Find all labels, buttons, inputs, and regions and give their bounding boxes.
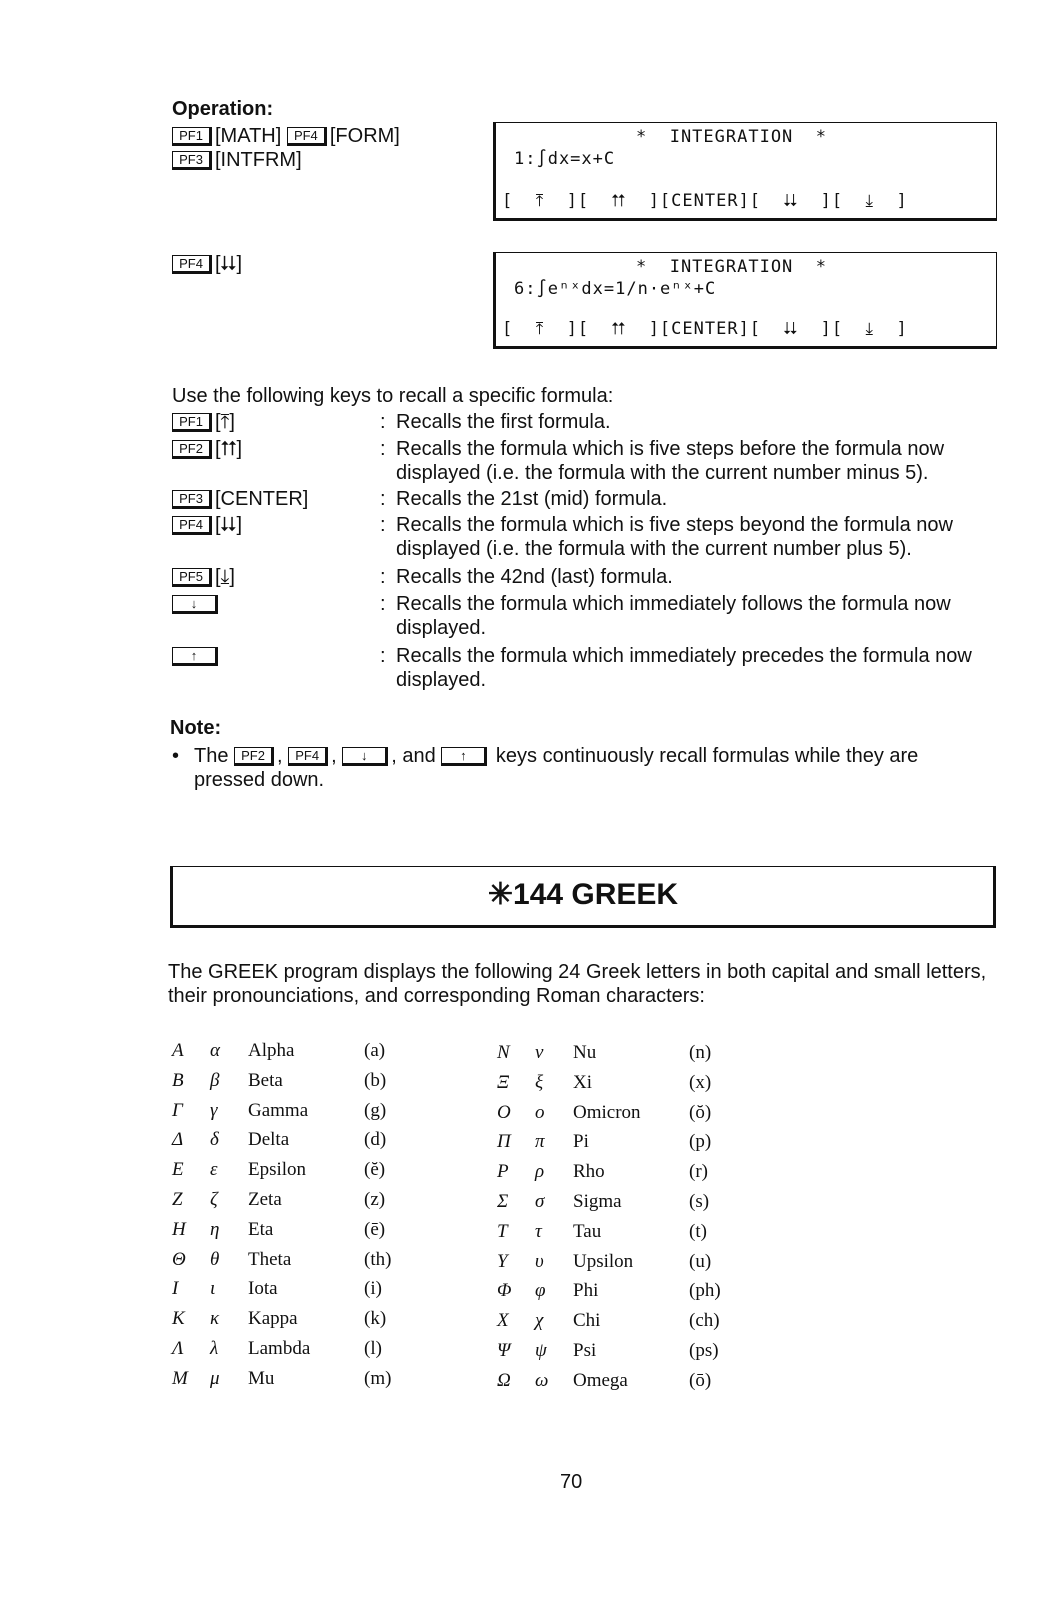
comma: ,: [331, 745, 337, 767]
roman-equivalent: (ĕ): [364, 1159, 386, 1181]
roman-equivalent: (ph): [689, 1280, 721, 1302]
recall-description: Recalls the first formula.: [396, 411, 611, 433]
greek-letter-row: [172, 1070, 452, 1100]
greek-capital: X: [497, 1310, 509, 1332]
pf1-key: PF1: [172, 413, 212, 432]
pf1-key: PF1: [172, 127, 212, 146]
greek-name: Sigma: [573, 1191, 622, 1212]
roman-equivalent: (z): [364, 1189, 386, 1210]
greek-name: Chi: [573, 1310, 601, 1332]
greek-letter-row: [172, 1219, 452, 1249]
roman-equivalent: (t): [689, 1220, 707, 1242]
greek-letter-row: [172, 1159, 452, 1189]
roman-equivalent: (ŏ): [689, 1101, 712, 1123]
greek-small: λ: [210, 1338, 219, 1359]
greek-capital: Ξ: [497, 1071, 510, 1093]
pf3-key: PF3: [172, 490, 212, 509]
greek-letter-row: [497, 1042, 777, 1072]
greek-small: φ: [535, 1280, 546, 1302]
recall-description: Recalls the formula which is five steps before the formula now displayed (i.e. the formula with the current number minus 5).: [396, 438, 945, 484]
operation-line-1: [172, 124, 400, 148]
greek-name: Eta: [248, 1218, 274, 1240]
greek-name: Tau: [573, 1220, 602, 1242]
greek-capital: Γ: [172, 1099, 183, 1121]
pf4-key: PF4: [288, 747, 328, 766]
greek-name: Delta: [248, 1129, 290, 1151]
greek-small: δ: [210, 1129, 219, 1151]
colon: :: [380, 645, 386, 667]
greek-small: ο: [535, 1101, 545, 1123]
greek-small: ζ: [210, 1189, 218, 1210]
note-heading: Note:: [170, 717, 222, 739]
note-text: [194, 744, 994, 792]
greek-letter-row: [172, 1129, 452, 1159]
greek-letter-row: [497, 1191, 777, 1221]
math-label: [MATH]: [215, 125, 282, 147]
roman-equivalent: (p): [689, 1131, 712, 1153]
greek-capital: Θ: [172, 1248, 186, 1270]
colon: :: [380, 488, 386, 510]
greek-letter-row: [172, 1278, 452, 1308]
greek-letter-row: [497, 1251, 777, 1281]
roman-equivalent: (x): [689, 1071, 712, 1093]
comma: ,: [277, 745, 283, 767]
greek-capital: Φ: [497, 1280, 512, 1302]
note-bullet: •: [172, 745, 180, 767]
greek-table-right: [497, 1042, 777, 1402]
greek-name: Iota: [248, 1278, 278, 1300]
roman-equivalent: (l): [364, 1338, 382, 1359]
note-rest: keys continuously recall formulas while they are pressed down.: [194, 745, 919, 791]
pf5-key: PF5: [172, 568, 212, 587]
colon: :: [380, 593, 386, 615]
roman-equivalent: (r): [689, 1161, 708, 1183]
greek-name: Xi: [573, 1071, 592, 1093]
operation-heading: Operation:: [172, 98, 274, 120]
greek-name: Upsilon: [573, 1250, 634, 1272]
greek-small: ψ: [535, 1340, 547, 1361]
roman-equivalent: (ch): [689, 1310, 720, 1332]
greek-letter-row: [497, 1161, 777, 1191]
roman-equivalent: (i): [364, 1278, 382, 1300]
greek-small: σ: [535, 1191, 545, 1212]
lcd-formula: 1:∫dx=x+C: [514, 149, 616, 169]
roman-equivalent: (ē): [364, 1218, 386, 1240]
greek-letter-row: [497, 1310, 777, 1340]
greek-letter-row: [172, 1368, 452, 1398]
greek-capital: B: [172, 1069, 184, 1091]
greek-capital: Σ: [497, 1191, 509, 1212]
down-arrow-key: ↓: [172, 595, 218, 614]
pf4-key: PF4: [287, 127, 327, 146]
greek-letter-row: [172, 1189, 452, 1219]
roman-equivalent: (g): [364, 1099, 387, 1121]
greek-letter-row: [497, 1102, 777, 1132]
greek-capital: Λ: [172, 1338, 184, 1359]
roman-equivalent: (th): [364, 1248, 392, 1270]
up-arrow-key: ↑: [441, 747, 487, 766]
greek-letter-row: [172, 1308, 452, 1338]
greek-capital: P: [497, 1161, 509, 1183]
section-title: ✳144 GREEK: [487, 878, 679, 911]
greek-name: Mu: [248, 1367, 275, 1389]
section-banner: [170, 866, 996, 928]
greek-small: κ: [210, 1308, 220, 1330]
recall-description: Recalls the formula which is five steps beyond the formula now displayed (i.e. the formula with the current number plus 5).: [396, 514, 953, 560]
recall-key-label: [⤓]: [215, 566, 235, 588]
greek-name: Phi: [573, 1280, 599, 1302]
lcd-menu: [ ⤒ ][ ⮅ ][CENTER][ ⮇ ][ ⤓ ]: [502, 319, 908, 339]
greek-capital: Υ: [497, 1250, 508, 1272]
greek-small: τ: [535, 1220, 542, 1242]
greek-small: π: [535, 1131, 545, 1153]
greek-name: Beta: [248, 1069, 283, 1091]
roman-equivalent: (m): [364, 1367, 392, 1389]
greek-small: ν: [535, 1042, 544, 1063]
greek-name: Omega: [573, 1369, 628, 1391]
greek-small: μ: [210, 1367, 220, 1389]
greek-small: χ: [535, 1310, 544, 1332]
greek-table-left: [172, 1040, 452, 1400]
recall-key-label: [⤒]: [215, 411, 235, 433]
greek-capital: Π: [497, 1131, 511, 1153]
roman-equivalent: (ps): [689, 1340, 719, 1361]
pf4-key: PF4: [172, 516, 212, 535]
greek-capital: Ψ: [497, 1340, 511, 1361]
greek-name: Pi: [573, 1131, 589, 1153]
greek-capital: N: [497, 1042, 510, 1063]
recall-description: Recalls the 21st (mid) formula.: [396, 488, 668, 510]
colon: :: [380, 514, 386, 536]
down-arrow-key: ↓: [342, 747, 388, 766]
roman-equivalent: (k): [364, 1308, 387, 1330]
greek-intro: The GREEK program displays the following 24 Greek letters in both capital and small letters, their pronounciations, and corresponding Roman characters:: [168, 961, 987, 1007]
pf2-key: PF2: [234, 747, 274, 766]
roman-equivalent: (s): [689, 1191, 710, 1212]
lcd-title: * INTEGRATION *: [636, 127, 827, 147]
form-label: [FORM]: [329, 125, 400, 147]
greek-letter-row: [172, 1338, 452, 1368]
greek-letter-row: [497, 1072, 777, 1102]
greek-capital: I: [172, 1278, 179, 1300]
greek-small: ω: [535, 1369, 549, 1391]
pf2-key: PF2: [172, 440, 212, 459]
operation-line-2: [172, 148, 302, 172]
note-word: The: [194, 745, 229, 767]
greek-small: α: [210, 1040, 220, 1061]
greek-letter-row: [172, 1040, 452, 1070]
operation-line-3: [172, 252, 242, 276]
greek-letter-row: [497, 1370, 777, 1400]
greek-capital: H: [172, 1218, 186, 1240]
greek-capital: Δ: [172, 1129, 184, 1151]
roman-equivalent: (n): [689, 1042, 712, 1063]
up-arrow-key: ↑: [172, 647, 218, 666]
page-number: 70: [560, 1471, 583, 1493]
lcd-menu: [ ⤒ ][ ⮅ ][CENTER][ ⮇ ][ ⤓ ]: [502, 191, 908, 211]
roman-equivalent: (a): [364, 1040, 386, 1061]
recall-key-label: [CENTER]: [215, 488, 309, 510]
lcd-screen-2: [493, 252, 997, 349]
greek-small: ρ: [535, 1161, 545, 1183]
greek-small: ε: [210, 1159, 218, 1181]
recall-intro: Use the following keys to recall a specific formula:: [172, 385, 614, 407]
greek-letter-row: [497, 1131, 777, 1161]
greek-capital: K: [172, 1308, 185, 1330]
roman-equivalent: (b): [364, 1069, 387, 1091]
greek-name: Kappa: [248, 1308, 298, 1330]
greek-small: ι: [210, 1278, 216, 1300]
lcd-title: * INTEGRATION *: [636, 257, 827, 277]
greek-name: Rho: [573, 1161, 605, 1183]
roman-equivalent: (u): [689, 1250, 712, 1272]
note-word: , and: [391, 745, 436, 767]
greek-small: υ: [535, 1250, 544, 1272]
greek-letter-row: [497, 1221, 777, 1251]
colon: :: [380, 411, 386, 433]
greek-name: Omicron: [573, 1101, 641, 1123]
down5-label: [⮇]: [215, 253, 243, 275]
greek-capital: A: [172, 1040, 184, 1061]
greek-small: θ: [210, 1248, 220, 1270]
greek-name: Gamma: [248, 1099, 309, 1121]
colon: :: [380, 438, 386, 460]
greek-letter-row: [497, 1340, 777, 1370]
greek-capital: O: [497, 1101, 511, 1123]
greek-letter-row: [172, 1249, 452, 1279]
greek-small: ξ: [535, 1071, 544, 1093]
intfrm-label: [INTFRM]: [215, 149, 302, 171]
greek-letter-row: [497, 1280, 777, 1310]
lcd-formula: 6:∫eⁿˣdx=1/n·eⁿˣ+C: [514, 279, 717, 299]
greek-capital: E: [172, 1159, 184, 1181]
recall-key-label: [⮅]: [215, 438, 243, 460]
greek-name: Epsilon: [248, 1159, 307, 1181]
recall-description: Recalls the formula which immediately follows the formula now displayed.: [396, 593, 951, 639]
pf3-key: PF3: [172, 151, 212, 170]
greek-name: Zeta: [248, 1189, 282, 1210]
greek-small: η: [210, 1218, 220, 1240]
greek-name: Lambda: [248, 1338, 311, 1359]
greek-capital: Z: [172, 1189, 183, 1210]
greek-capital: M: [172, 1367, 188, 1389]
greek-letter-row: [172, 1100, 452, 1130]
pf4-key: PF4: [172, 255, 212, 274]
roman-equivalent: (ō): [689, 1369, 712, 1391]
roman-equivalent: (d): [364, 1129, 387, 1151]
colon: :: [380, 566, 386, 588]
greek-name: Theta: [248, 1248, 292, 1270]
lcd-screen-1: [493, 122, 997, 221]
recall-description: Recalls the formula which immediately precedes the formula now displayed.: [396, 645, 972, 691]
greek-small: γ: [210, 1099, 218, 1121]
recall-key-label: [⮇]: [215, 514, 243, 536]
greek-capital: Ω: [497, 1369, 511, 1391]
greek-small: β: [210, 1069, 220, 1091]
greek-name: Psi: [573, 1340, 597, 1361]
greek-name: Alpha: [248, 1040, 295, 1061]
greek-capital: T: [497, 1220, 508, 1242]
greek-name: Nu: [573, 1042, 597, 1063]
recall-description: Recalls the 42nd (last) formula.: [396, 566, 673, 588]
